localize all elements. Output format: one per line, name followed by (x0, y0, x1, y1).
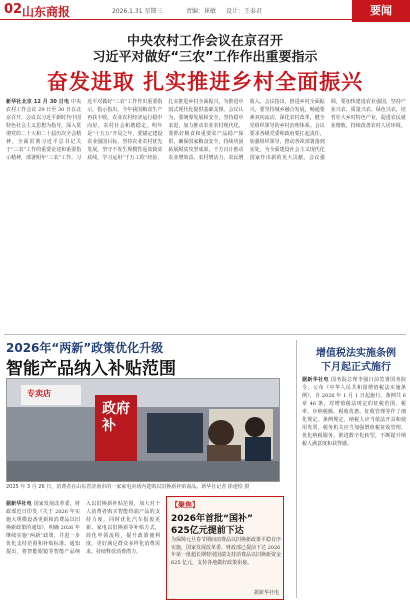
feature-box (166, 496, 284, 600)
lead-subtitle-1: 中央农村工作会议在京召开 (126, 34, 283, 49)
masthead (0, 0, 410, 20)
side-body (302, 376, 406, 598)
side-text: 国务院总理李强日前签署国务院令，公布《中华人民共和国增值税法实施条例》，自 2026 年 1 月 1 日起施行。条例共 6 章 46 条，对增值税法规定的征税范围、税率、应纳税额、税收优惠、征收管理等作了细化规定。条例规定，纳税人应当依法开具和使用发票，税务机关应当加强增值税征收管理，优化纳税服务，推进数字化转型，不断提升纳税人满意度和获得感。 (302, 377, 406, 447)
feature-title-1: 2026年首批“国补” (171, 514, 253, 524)
editor-label: 责编：崔敏 (186, 8, 217, 15)
lead-headline: 奋发进取 扎实推进乡村全面振兴 (46, 70, 364, 94)
store-photo (6, 378, 280, 482)
side-title-2: 下月起正式施行 (321, 362, 391, 373)
side-byline: 据新华社电 (302, 377, 329, 383)
side-title-1: 增值税法实施条例 (316, 348, 396, 359)
page-number: 02 (4, 2, 23, 17)
issue-date: 2026.1.31 星期三 (112, 8, 163, 15)
paper-name: 山东商报 (22, 5, 71, 19)
lead-text: 中央农村工作会议 29 日至 30 日在北京召开。会议以习近平新时代中国特色社会主义思想为指导，深入贯彻党的二十大和二十届历次全会精神，全面贯彻习近平总书记关于“三农”工作的重要论述和重要指示精神，部署明年“三农”工作。习近平对做好“三农”工作作出重要指示。指示指出，今年我国粮食生产再获丰收，农业农村经济运行稳中向好，农村社会和谐稳定。明年是“十五五”开局之年，要锚定建设农业强国目标，坚持农业农村优先发展，坚守不发生规模性返贫致贫底线，学习运用“千万工程”经验，扎实推进乡村全面振兴，为推进中国式现代化提供基础支撑。会议认为，要统筹发展和安全，坚持稳中求进，加力推动农业农村现代化。要抓好粮食和重要农产品稳产保供，确保国家粮食安全，持续巩固拓展脱贫攻坚成果，千方百计推动农业增效益、农村增活力、农民增收入。会议指出，推进乡村全面振兴，要坚持城乡融合发展，畅通要素双向流动，深化农村改革，健全党组织领导的乡村治理体系。会议要求各级党委和政府要扛起责任，加强组织领导，推动各项部署落到实处，为全面建设社会主义现代化国家作出新的更大贡献。会议强调，要加快建设农业强国，坚持产业兴农、质量兴农、绿色兴农，培育壮大乡村特色产业，促进农民就业增收，持续改善农村人居环境。 (6, 99, 406, 161)
feature-source: 据新华社电 (253, 590, 279, 596)
section-tag: 要闻 (352, 0, 410, 22)
policy-headline: 智能产品纳入补贴范围 (6, 359, 176, 379)
photo-caption: 2025 年 3 月 26 日，消费者在山东省济南市的一家家电卖场内选购以旧换新补贴商品。新华社记者 徐速绘 摄 (6, 484, 250, 490)
policy-body (6, 500, 160, 598)
column-divider (296, 340, 297, 598)
lead-body (6, 98, 406, 330)
feature-kicker: 【聚焦】 (171, 501, 199, 509)
feature-title-2: 625亿元提前下达 (171, 526, 244, 536)
policy-byline: 据新华社电 (6, 501, 32, 507)
feature-text: 为保障元旦春节期间消费品以旧换新政策平稳有序实施，国家发展改革委、财政部已提前下达 2026 年第一批超长期特别国债支持消费品以旧换新资金 625 亿元，支持各地做好政策衔接。 (171, 537, 282, 566)
section-divider (4, 334, 406, 335)
policy-text: 国家发展改革委、财政部近日印发《关于 2026 年实施大规模设备更新和消费品以旧换新政策的通知》，明确 2026 年继续实施“两新”政策，并进一步优化支持范围和补贴标准。通知提出，将智能眼镜等智能产品纳入以旧换新补贴范围，加大对个人消费者购买智能终端产品的支持力度，同时优化汽车报废更新、家电以旧换新等补贴方式，简化申领流程，提升政策便利度，更好满足群众多样化消费需求，持续释放消费潜力。 (6, 501, 160, 555)
lead-byline: 新华社北京 12 月 30 日电 (6, 99, 70, 105)
designer-label: 设计：王泰君 (226, 8, 263, 15)
photo-store-sign: 专卖店 (27, 389, 51, 398)
policy-kicker: 2026年“两新”政策优化升级 (6, 341, 164, 355)
lead-subtitle-2: 习近平对做好“三农”工作作出重要指示 (92, 50, 318, 65)
photo-subsidy-sign: 政府补 (102, 401, 130, 434)
